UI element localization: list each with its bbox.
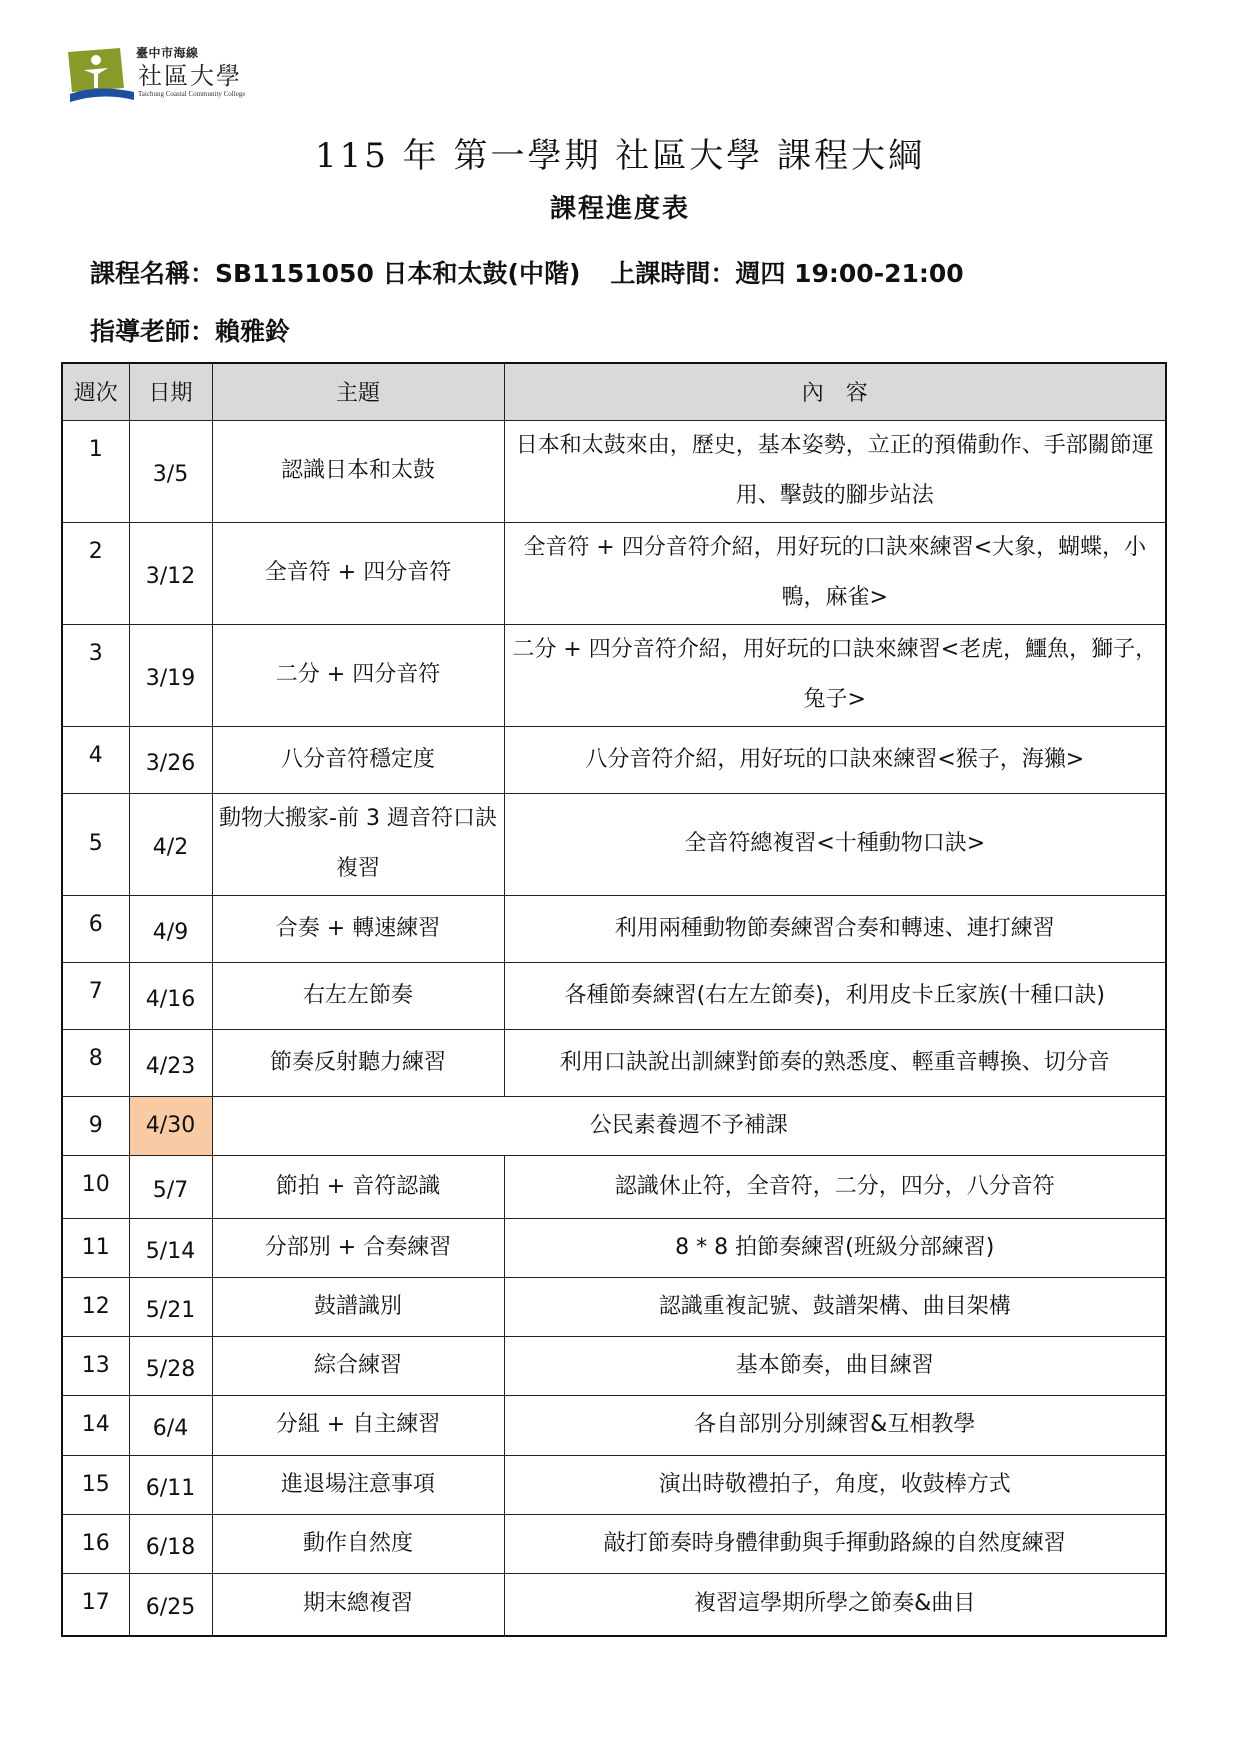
document-subtitle: 課程進度表 [549,194,690,224]
logo-line2: 社區大學 [138,62,242,90]
date-cell: 5/28 [129,1336,212,1395]
date-cell: 3/12 [129,522,212,624]
week-cell: 13 [62,1336,129,1395]
table-row [62,1336,1166,1395]
school-logo [68,44,268,106]
topic-cell: 進退場注意事項 [212,1455,504,1514]
week-cell: 11 [62,1218,129,1277]
topic-cell: 鼓譜識別 [212,1277,504,1336]
table-row [62,726,1166,793]
logo-line3: Taichung Coastal Community College [138,90,246,98]
week-cell: 2 [62,522,129,624]
class-time-value: 週四 19:00-21:00 [735,259,964,288]
topic-cell: 分組 + 自主練習 [212,1395,504,1455]
topic-cell: 二分 + 四分音符 [212,624,504,726]
merged-note-cell: 公民素養週不予補課 [212,1096,1166,1155]
school-emblem-icon [68,48,134,104]
date-cell: 4/2 [129,793,212,895]
table-row [62,1455,1166,1514]
topic-cell: 節奏反射聽力練習 [212,1029,504,1096]
teacher-value: 賴雅鈴 [215,317,291,346]
table-row [62,624,1166,726]
week-cell: 8 [62,1029,129,1096]
content-cell: 各自部別分別練習&互相教學 [504,1395,1166,1455]
topic-cell: 認識日本和太鼓 [212,420,504,522]
week-cell: 12 [62,1277,129,1336]
content-cell: 複習這學期所學之節奏&曲目 [504,1573,1166,1636]
week-cell: 7 [62,962,129,1029]
week-cell: 6 [62,895,129,962]
table-row [62,1573,1166,1636]
content-cell: 基本節奏，曲目練習 [504,1336,1166,1395]
week-cell: 10 [62,1155,129,1218]
table-header-row [62,363,1166,420]
topic-cell: 節拍 + 音符認識 [212,1155,504,1218]
date-cell: 3/5 [129,420,212,522]
week-cell: 3 [62,624,129,726]
topic-cell: 動作自然度 [212,1514,504,1573]
content-cell: 認識重複記號、鼓譜架構、曲目架構 [504,1277,1166,1336]
week-cell: 17 [62,1573,129,1636]
topic-cell: 期末總複習 [212,1573,504,1636]
table-row [62,1096,1166,1155]
content-cell: 八分音符介紹，用好玩的口訣來練習<猴子，海獺> [504,726,1166,793]
table-row [62,1395,1166,1455]
topic-cell: 綜合練習 [212,1336,504,1395]
week-cell: 4 [62,726,129,793]
week-cell: 16 [62,1514,129,1573]
table-row [62,1277,1166,1336]
date-cell-highlighted: 4/30 [129,1096,212,1155]
date-cell: 3/26 [129,726,212,793]
week-cell: 14 [62,1395,129,1455]
topic-cell: 分部別 + 合奏練習 [212,1218,504,1277]
topic-cell: 全音符 + 四分音符 [212,522,504,624]
date-cell: 5/7 [129,1155,212,1218]
date-cell: 4/23 [129,1029,212,1096]
content-cell: 利用口訣說出訓練對節奏的熟悉度、輕重音轉換、切分音 [504,1029,1166,1096]
table-row [62,1029,1166,1096]
date-cell: 6/25 [129,1573,212,1636]
course-info-line [90,254,964,290]
table-row [62,420,1166,522]
topic-cell: 動物大搬家-前 3 週音符口訣複習 [212,793,504,895]
table-row [62,1155,1166,1218]
document-title: 115 年 第一學期 社區大學 課程大綱 [314,136,926,176]
date-cell: 3/19 [129,624,212,726]
content-cell: 二分 + 四分音符介紹，用好玩的口訣來練習<老虎，鱷魚，獅子，兔子> [504,624,1166,726]
week-cell: 9 [62,1096,129,1155]
content-cell: 日本和太鼓來由，歷史，基本姿勢，立正的預備動作、手部關節運用、擊鼓的腳步站法 [504,420,1166,522]
table-row [62,793,1166,895]
teacher-info-line [90,312,290,348]
header-content: 內 容 [504,363,1166,420]
content-cell: 利用兩種動物節奏練習合奏和轉速、連打練習 [504,895,1166,962]
content-cell: 敲打節奏時身體律動與手揮動路線的自然度練習 [504,1514,1166,1573]
content-cell: 全音符總複習<十種動物口訣> [504,793,1166,895]
topic-cell: 八分音符穩定度 [212,726,504,793]
header-date: 日期 [129,363,212,420]
table-row [62,962,1166,1029]
table-row [62,522,1166,624]
date-cell: 5/14 [129,1218,212,1277]
class-time-label: 上課時間： [610,259,736,288]
content-cell: 演出時敬禮拍子，角度，收鼓棒方式 [504,1455,1166,1514]
date-cell: 6/4 [129,1395,212,1455]
logo-line1: 臺中市海線 [136,46,199,60]
week-cell: 15 [62,1455,129,1514]
table-row [62,1218,1166,1277]
week-cell: 5 [62,793,129,895]
date-cell: 4/16 [129,962,212,1029]
content-cell: 全音符 + 四分音符介紹，用好玩的口訣來練習<大象，蝴蝶，小鴨，麻雀> [504,522,1166,624]
course-name-value: SB1151050 日本和太鼓(中階) [215,259,581,288]
content-cell: 認識休止符，全音符，二分，四分，八分音符 [504,1155,1166,1218]
content-cell: 各種節奏練習(右左左節奏)，利用皮卡丘家族(十種口訣) [504,962,1166,1029]
content-cell: 8 * 8 拍節奏練習(班級分部練習) [504,1218,1166,1277]
table-row [62,1514,1166,1573]
date-cell: 6/18 [129,1514,212,1573]
header-topic: 主題 [212,363,504,420]
course-name-label: 課程名稱： [90,259,216,288]
table-row [62,895,1166,962]
date-cell: 4/9 [129,895,212,962]
week-cell: 1 [62,420,129,522]
schedule-table [61,362,1167,1637]
teacher-label: 指導老師： [90,317,216,346]
topic-cell: 合奏 + 轉速練習 [212,895,504,962]
topic-cell: 右左左節奏 [212,962,504,1029]
header-week: 週次 [62,363,129,420]
date-cell: 6/11 [129,1455,212,1514]
date-cell: 5/21 [129,1277,212,1336]
